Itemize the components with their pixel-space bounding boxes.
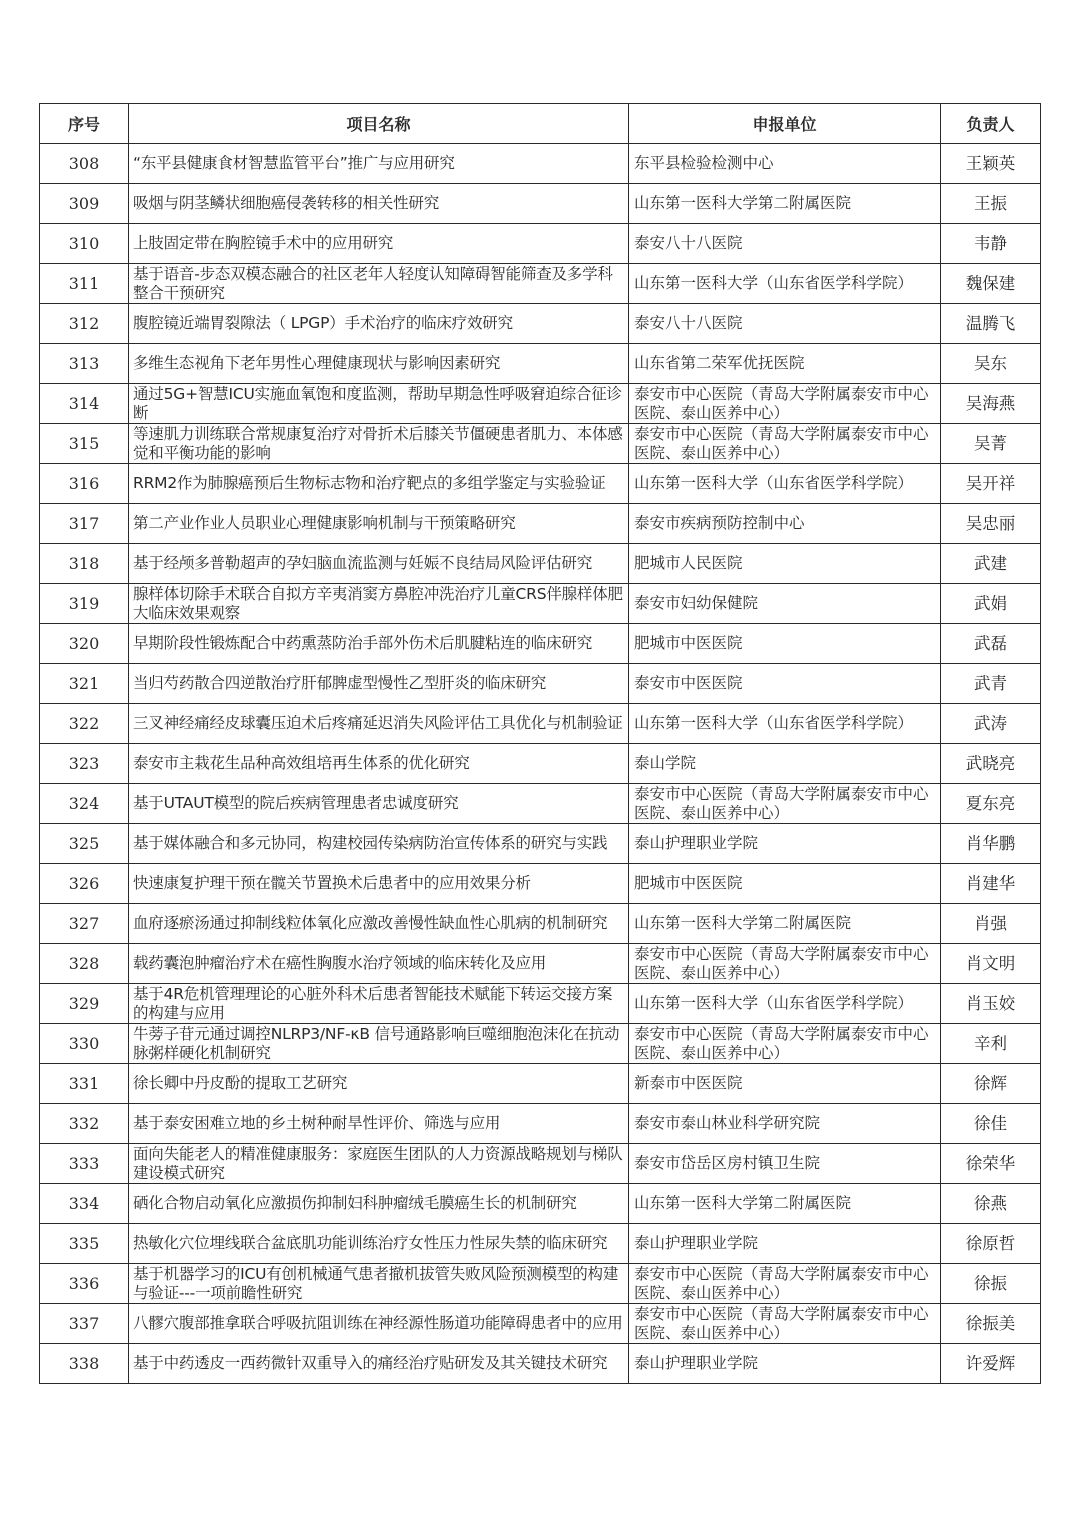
cell-serial-no-text: 310 (68, 234, 100, 253)
cell-applicant-unit (629, 424, 941, 464)
cell-responsible-person-text: 肖文明 (965, 954, 1016, 973)
cell-applicant-unit (629, 864, 941, 904)
cell-applicant-unit (629, 224, 941, 264)
cell-responsible-person-text: 吴菁 (974, 434, 1007, 453)
cell-serial-no (40, 464, 129, 504)
cell-serial-no-text: 313 (68, 354, 100, 373)
cell-serial-no-text: 330 (68, 1034, 100, 1053)
project-table (39, 103, 1041, 1384)
cell-responsible-person-text: 肖强 (974, 914, 1007, 933)
cell-serial-no (40, 944, 129, 984)
cell-project-title (129, 984, 629, 1024)
cell-serial-no-text: 315 (68, 434, 100, 453)
cell-applicant-unit-text: 泰安市泰山林业科学研究院 (634, 1114, 821, 1132)
cell-project-title-text: 基于机器学习的ICU有创机械通气患者撤机拔管失败风险预测模型的构建与验证---一项前瞻性研究 (133, 1264, 619, 1302)
cell-project-title (129, 144, 629, 184)
cell-serial-no (40, 904, 129, 944)
cell-project-title-text: 面向失能老人的精准健康服务：家庭医生团队的人力资源战略规划与梯队建设模式研究 (133, 1144, 623, 1182)
cell-applicant-unit-text: 泰安市中医医院 (634, 674, 743, 692)
cell-serial-no-text: 312 (68, 314, 100, 333)
cell-project-title (129, 1184, 629, 1224)
cell-responsible-person-text: 徐振 (974, 1274, 1007, 1293)
cell-serial-no-text: 327 (68, 914, 100, 933)
table-body (40, 144, 1041, 1384)
table-row (40, 464, 1041, 504)
cell-serial-no (40, 584, 129, 624)
cell-applicant-unit (629, 944, 941, 984)
cell-project-title (129, 1024, 629, 1064)
cell-serial-no-text: 316 (68, 474, 100, 493)
cell-applicant-unit-text: 泰安市疾病预防控制中心 (634, 514, 805, 532)
cell-responsible-person (941, 264, 1041, 304)
cell-applicant-unit (629, 264, 941, 304)
cell-applicant-unit-text: 山东第一医科大学（山东省医学科学院） (634, 714, 914, 732)
cell-project-title-text: 基于经颅多普勒超声的孕妇脑血流监测与妊娠不良结局风险评估研究 (133, 554, 593, 572)
cell-responsible-person (941, 1024, 1041, 1064)
table-row (40, 984, 1041, 1024)
cell-project-title-text: 当归芍药散合四逆散治疗肝郁脾虚型慢性乙型肝炎的临床研究 (133, 674, 547, 692)
cell-applicant-unit-text: 肥城市人民医院 (634, 554, 743, 572)
cell-serial-no-text: 333 (68, 1154, 100, 1173)
cell-applicant-unit (629, 304, 941, 344)
cell-responsible-person-text: 温腾飞 (965, 314, 1016, 333)
table-row (40, 864, 1041, 904)
cell-responsible-person (941, 184, 1041, 224)
cell-responsible-person-text: 武磊 (974, 634, 1007, 653)
cell-serial-no (40, 224, 129, 264)
cell-responsible-person (941, 664, 1041, 704)
cell-project-title-text: 基于语音-步态双模态融合的社区老年人轻度认知障碍智能筛查及多学科整合干预研究 (133, 264, 613, 302)
cell-serial-no-text: 329 (68, 994, 100, 1013)
cell-responsible-person-text: 徐燕 (974, 1194, 1007, 1213)
cell-serial-no-text: 338 (68, 1354, 100, 1373)
table-row (40, 384, 1041, 424)
cell-serial-no-text: 331 (68, 1074, 100, 1093)
cell-responsible-person (941, 1064, 1041, 1104)
cell-project-title-text: 基于媒体融合和多元协同，构建校园传染病防治宣传体系的研究与实践 (133, 834, 608, 852)
table-row (40, 264, 1041, 304)
cell-project-title (129, 304, 629, 344)
cell-project-title-text: 八髎穴腹部推拿联合呼吸抗阻训练在神经源性肠道功能障碍患者中的应用 (133, 1314, 623, 1332)
table-row (40, 824, 1041, 864)
table-row (40, 544, 1041, 584)
cell-responsible-person-text: 武晓亮 (965, 754, 1016, 773)
table-row (40, 664, 1041, 704)
cell-project-title (129, 1144, 629, 1184)
cell-serial-no (40, 744, 129, 784)
table-row (40, 1224, 1041, 1264)
cell-applicant-unit (629, 1024, 941, 1064)
cell-responsible-person-text: 徐原哲 (965, 1234, 1016, 1253)
cell-project-title-text: 通过5G+智慧ICU实施血氧饱和度监测，帮助早期急性呼吸窘迫综合征诊断 (133, 384, 622, 422)
cell-applicant-unit (629, 1144, 941, 1184)
cell-applicant-unit (629, 384, 941, 424)
cell-responsible-person (941, 784, 1041, 824)
cell-serial-no (40, 624, 129, 664)
cell-serial-no-text: 308 (68, 154, 100, 173)
cell-applicant-unit (629, 624, 941, 664)
cell-project-title-text: 基于UTAUT模型的院后疾病管理患者忠诚度研究 (133, 794, 459, 812)
cell-responsible-person-text: 吴东 (974, 354, 1007, 373)
cell-project-title (129, 664, 629, 704)
cell-serial-no-text: 322 (68, 714, 100, 733)
cell-project-title (129, 1224, 629, 1264)
cell-project-title-text: 第二产业作业人员职业心理健康影响机制与干预策略研究 (133, 514, 516, 532)
table-row (40, 784, 1041, 824)
cell-responsible-person-text: 徐辉 (974, 1074, 1007, 1093)
cell-project-title-text: 快速康复护理干预在髋关节置换术后患者中的应用效果分析 (133, 874, 531, 892)
table-header-row (40, 104, 1041, 144)
cell-responsible-person-text: 武建 (974, 554, 1007, 573)
cell-applicant-unit-text: 新泰市中医医院 (634, 1074, 743, 1092)
cell-responsible-person (941, 864, 1041, 904)
cell-responsible-person-text: 徐佳 (974, 1114, 1007, 1133)
cell-responsible-person-text: 武娟 (974, 594, 1007, 613)
table-row (40, 744, 1041, 784)
cell-responsible-person-text: 吴忠丽 (965, 514, 1016, 533)
cell-responsible-person-text: 王振 (974, 194, 1007, 213)
cell-applicant-unit-text: 泰安市中心医院（青岛大学附属泰安市中心医院、泰山医养中心） (634, 384, 929, 422)
cell-applicant-unit-text: 泰山护理职业学院 (634, 1354, 759, 1372)
cell-serial-no (40, 1184, 129, 1224)
cell-applicant-unit (629, 904, 941, 944)
cell-applicant-unit-text: 泰山护理职业学院 (634, 834, 759, 852)
cell-serial-no-text: 323 (68, 754, 100, 773)
cell-applicant-unit (629, 704, 941, 744)
table-row (40, 1184, 1041, 1224)
header-title: 项目名称 (129, 104, 629, 144)
cell-project-title-text: 腹腔镜近端胃裂隙法（ LPGP）手术治疗的临床疗效研究 (133, 314, 513, 332)
cell-serial-no-text: 332 (68, 1114, 100, 1133)
cell-applicant-unit (629, 744, 941, 784)
cell-responsible-person-text: 武涛 (974, 714, 1007, 733)
cell-serial-no (40, 424, 129, 464)
cell-serial-no (40, 824, 129, 864)
cell-applicant-unit-text: 肥城市中医医院 (634, 874, 743, 892)
cell-project-title (129, 184, 629, 224)
cell-serial-no (40, 1024, 129, 1064)
cell-applicant-unit (629, 824, 941, 864)
cell-serial-no (40, 504, 129, 544)
table-row (40, 584, 1041, 624)
cell-serial-no-text: 324 (68, 794, 100, 813)
cell-serial-no-text: 309 (68, 194, 100, 213)
cell-project-title-text: 基于4R危机管理理论的心脏外科术后患者智能技术赋能下转运交接方案的构建与应用 (133, 984, 613, 1022)
cell-applicant-unit (629, 584, 941, 624)
cell-applicant-unit (629, 1224, 941, 1264)
cell-project-title-text: “东平县健康食材智慧监管平台”推广与应用研究 (133, 154, 455, 172)
cell-project-title-text: RRM2作为肺腺癌预后生物标志物和治疗靶点的多组学鉴定与实验验证 (133, 474, 606, 492)
cell-applicant-unit-text: 泰安市岱岳区房村镇卫生院 (634, 1154, 821, 1172)
table-row (40, 1144, 1041, 1184)
cell-serial-no-text: 337 (68, 1314, 100, 1333)
cell-project-title-text: 热敏化穴位埋线联合盆底肌功能训练治疗女性压力性尿失禁的临床研究 (133, 1234, 608, 1252)
cell-project-title (129, 504, 629, 544)
cell-project-title-text: 上肢固定带在胸腔镜手术中的应用研究 (133, 234, 394, 252)
cell-serial-no-text: 319 (68, 594, 100, 613)
cell-responsible-person-text: 武青 (974, 674, 1007, 693)
cell-applicant-unit (629, 1184, 941, 1224)
cell-responsible-person (941, 224, 1041, 264)
cell-serial-no (40, 984, 129, 1024)
cell-project-title (129, 904, 629, 944)
cell-responsible-person-text: 徐振美 (965, 1314, 1016, 1333)
cell-serial-no (40, 344, 129, 384)
cell-responsible-person-text: 徐荣华 (965, 1154, 1016, 1173)
table-row (40, 1304, 1041, 1344)
cell-applicant-unit-text: 泰安八十八医院 (634, 314, 743, 332)
cell-applicant-unit (629, 544, 941, 584)
cell-serial-no (40, 1304, 129, 1344)
cell-responsible-person-text: 肖玉姣 (965, 994, 1016, 1013)
cell-responsible-person (941, 984, 1041, 1024)
cell-project-title-text: 吸烟与阴茎鳞状细胞癌侵袭转移的相关性研究 (133, 194, 440, 212)
table-row (40, 904, 1041, 944)
cell-applicant-unit (629, 1264, 941, 1304)
cell-responsible-person (941, 744, 1041, 784)
cell-project-title-text: 多维生态视角下老年男性心理健康现状与影响因素研究 (133, 354, 501, 372)
header-no: 序号 (40, 104, 129, 144)
cell-applicant-unit-text: 泰安市妇幼保健院 (634, 594, 759, 612)
cell-responsible-person-text: 吴开祥 (965, 474, 1016, 493)
table-row (40, 1264, 1041, 1304)
cell-responsible-person (941, 704, 1041, 744)
cell-applicant-unit (629, 344, 941, 384)
cell-responsible-person (941, 1104, 1041, 1144)
cell-serial-no-text: 314 (68, 394, 100, 413)
cell-responsible-person-text: 吴海燕 (965, 394, 1016, 413)
cell-responsible-person-text: 辛利 (974, 1034, 1007, 1053)
table-row (40, 344, 1041, 384)
cell-responsible-person-text: 肖华鹏 (965, 834, 1016, 853)
table-row (40, 1104, 1041, 1144)
cell-serial-no (40, 184, 129, 224)
cell-serial-no-text: 325 (68, 834, 100, 853)
cell-project-title (129, 824, 629, 864)
cell-serial-no-text: 335 (68, 1234, 100, 1253)
cell-applicant-unit (629, 784, 941, 824)
cell-applicant-unit-text: 泰安市中心医院（青岛大学附属泰安市中心医院、泰山医养中心） (634, 1264, 929, 1302)
cell-responsible-person (941, 144, 1041, 184)
cell-responsible-person (941, 624, 1041, 664)
cell-responsible-person (941, 344, 1041, 384)
cell-project-title (129, 864, 629, 904)
cell-responsible-person (941, 1304, 1041, 1344)
table-row (40, 504, 1041, 544)
cell-serial-no (40, 544, 129, 584)
cell-applicant-unit (629, 1344, 941, 1384)
cell-serial-no (40, 704, 129, 744)
cell-serial-no (40, 784, 129, 824)
project-table-container (39, 103, 1040, 1384)
cell-responsible-person (941, 1264, 1041, 1304)
cell-serial-no (40, 864, 129, 904)
cell-responsible-person (941, 584, 1041, 624)
table-row (40, 944, 1041, 984)
cell-applicant-unit-text: 泰山学院 (634, 754, 697, 772)
cell-serial-no (40, 1264, 129, 1304)
cell-project-title (129, 1264, 629, 1304)
cell-applicant-unit (629, 664, 941, 704)
cell-project-title (129, 344, 629, 384)
cell-project-title (129, 544, 629, 584)
cell-responsible-person (941, 504, 1041, 544)
cell-project-title (129, 424, 629, 464)
cell-serial-no (40, 144, 129, 184)
cell-serial-no (40, 1144, 129, 1184)
cell-applicant-unit-text: 山东第一医科大学第二附属医院 (634, 1194, 852, 1212)
cell-responsible-person (941, 824, 1041, 864)
cell-serial-no-text: 321 (68, 674, 100, 693)
header-unit: 申报单位 (629, 104, 941, 144)
cell-responsible-person (941, 304, 1041, 344)
table-row (40, 144, 1041, 184)
cell-responsible-person (941, 464, 1041, 504)
cell-project-title (129, 224, 629, 264)
table-row (40, 1024, 1041, 1064)
cell-serial-no (40, 384, 129, 424)
cell-serial-no-text: 326 (68, 874, 100, 893)
cell-responsible-person (941, 904, 1041, 944)
cell-project-title-text: 早期阶段性锻炼配合中药熏蒸防治手部外伤术后肌腱粘连的临床研究 (133, 634, 593, 652)
cell-responsible-person-text: 许爱辉 (965, 1354, 1016, 1373)
cell-project-title (129, 944, 629, 984)
cell-applicant-unit (629, 464, 941, 504)
cell-applicant-unit-text: 泰安市中心医院（青岛大学附属泰安市中心医院、泰山医养中心） (634, 1304, 929, 1342)
cell-responsible-person (941, 944, 1041, 984)
cell-responsible-person-text: 夏东亮 (965, 794, 1016, 813)
cell-project-title (129, 384, 629, 424)
table-row (40, 224, 1041, 264)
cell-serial-no-text: 318 (68, 554, 100, 573)
cell-serial-no-text: 311 (68, 274, 100, 293)
cell-responsible-person (941, 1224, 1041, 1264)
cell-responsible-person-text: 肖建华 (965, 874, 1016, 893)
cell-project-title-text: 三叉神经痛经皮球囊压迫术后疼痛延迟消失风险评估工具优化与机制验证 (133, 714, 623, 732)
cell-project-title (129, 264, 629, 304)
cell-applicant-unit-text: 山东第一医科大学（山东省医学科学院） (634, 274, 914, 292)
cell-applicant-unit (629, 1104, 941, 1144)
cell-applicant-unit-text: 泰安市中心医院（青岛大学附属泰安市中心医院、泰山医养中心） (634, 424, 929, 462)
cell-serial-no-text: 334 (68, 1194, 100, 1213)
cell-responsible-person-text: 王颖英 (965, 154, 1016, 173)
cell-project-title-text: 泰安市主栽花生品种高效组培再生体系的优化研究 (133, 754, 470, 772)
cell-project-title-text: 硒化合物启动氧化应激损伤抑制妇科肿瘤绒毛膜癌生长的机制研究 (133, 1194, 577, 1212)
cell-applicant-unit-text: 山东第一医科大学（山东省医学科学院） (634, 994, 914, 1012)
cell-project-title (129, 1304, 629, 1344)
table-row (40, 184, 1041, 224)
cell-responsible-person (941, 1344, 1041, 1384)
cell-project-title (129, 464, 629, 504)
table-row (40, 1344, 1041, 1384)
cell-project-title (129, 624, 629, 664)
cell-project-title-text: 血府逐瘀汤通过抑制线粒体氧化应激改善慢性缺血性心肌病的机制研究 (133, 914, 608, 932)
cell-applicant-unit-text: 肥城市中医医院 (634, 634, 743, 652)
table-row (40, 1064, 1041, 1104)
cell-serial-no-text: 328 (68, 954, 100, 973)
cell-serial-no (40, 1344, 129, 1384)
cell-responsible-person (941, 544, 1041, 584)
cell-project-title-text: 等速肌力训练联合常规康复治疗对骨折术后膝关节僵硬患者肌力、本体感觉和平衡功能的影响 (133, 424, 623, 462)
cell-applicant-unit (629, 1064, 941, 1104)
cell-serial-no-text: 336 (68, 1274, 100, 1293)
cell-serial-no (40, 304, 129, 344)
cell-project-title-text: 徐长卿中丹皮酚的提取工艺研究 (133, 1074, 348, 1092)
cell-applicant-unit (629, 504, 941, 544)
cell-responsible-person (941, 1144, 1041, 1184)
cell-applicant-unit-text: 山东省第二荣军优抚医院 (634, 354, 805, 372)
cell-project-title (129, 1344, 629, 1384)
cell-applicant-unit (629, 1304, 941, 1344)
cell-project-title-text: 基于中药透皮一西药微针双重导入的痛经治疗贴研发及其关键技术研究 (133, 1354, 608, 1372)
cell-applicant-unit (629, 144, 941, 184)
table-row (40, 304, 1041, 344)
table-row (40, 424, 1041, 464)
cell-applicant-unit-text: 山东第一医科大学第二附属医院 (634, 194, 852, 212)
cell-project-title-text: 腺样体切除手术联合自拟方辛夷消窦方鼻腔冲洗治疗儿童CRS伴腺样体肥大临床效果观察 (133, 584, 623, 622)
cell-serial-no (40, 1104, 129, 1144)
cell-responsible-person-text: 魏保建 (965, 274, 1016, 293)
cell-serial-no (40, 1224, 129, 1264)
cell-serial-no-text: 320 (68, 634, 100, 653)
cell-project-title (129, 744, 629, 784)
header-person: 负责人 (941, 104, 1041, 144)
cell-responsible-person (941, 424, 1041, 464)
cell-project-title-text: 牛蒡子苷元通过调控NLRP3/NF-κB 信号通路影响巨噬细胞泡沫化在抗动 脉粥样硬化机制研究 (133, 1024, 620, 1062)
cell-applicant-unit-text: 泰安市中心医院（青岛大学附属泰安市中心医院、泰山医养中心） (634, 784, 929, 822)
cell-applicant-unit-text: 东平县检验检测中心 (634, 154, 774, 172)
cell-project-title-text: 基于泰安困难立地的乡土树种耐旱性评价、筛选与应用 (133, 1114, 501, 1132)
cell-applicant-unit-text: 山东第一医科大学（山东省医学科学院） (634, 474, 914, 492)
cell-project-title-text: 载药囊泡肿瘤治疗术在癌性胸腹水治疗领域的临床转化及应用 (133, 954, 547, 972)
cell-responsible-person (941, 1184, 1041, 1224)
cell-applicant-unit-text: 山东第一医科大学第二附属医院 (634, 914, 852, 932)
cell-project-title (129, 1064, 629, 1104)
cell-serial-no (40, 664, 129, 704)
cell-project-title (129, 704, 629, 744)
cell-applicant-unit-text: 泰安市中心医院（青岛大学附属泰安市中心医院、泰山医养中心） (634, 1024, 929, 1062)
cell-project-title (129, 1104, 629, 1144)
cell-applicant-unit (629, 184, 941, 224)
cell-project-title (129, 784, 629, 824)
cell-responsible-person (941, 384, 1041, 424)
cell-serial-no-text: 317 (68, 514, 100, 533)
cell-applicant-unit (629, 984, 941, 1024)
cell-project-title (129, 584, 629, 624)
cell-responsible-person-text: 韦静 (974, 234, 1007, 253)
cell-serial-no (40, 1064, 129, 1104)
cell-applicant-unit-text: 泰安八十八医院 (634, 234, 743, 252)
table-row (40, 624, 1041, 664)
table-row (40, 704, 1041, 744)
cell-applicant-unit-text: 泰安市中心医院（青岛大学附属泰安市中心医院、泰山医养中心） (634, 944, 929, 982)
cell-applicant-unit-text: 泰山护理职业学院 (634, 1234, 759, 1252)
cell-serial-no (40, 264, 129, 304)
